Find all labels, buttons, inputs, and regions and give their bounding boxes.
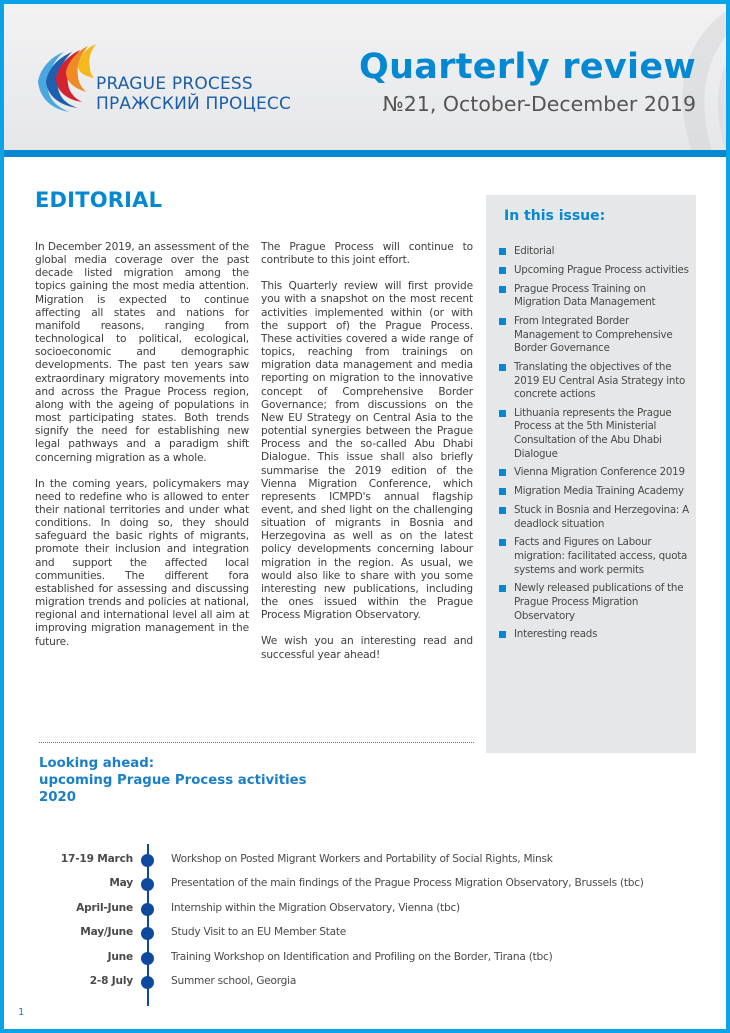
timeline-event xyxy=(4,949,726,969)
editorial-paragraph: In the coming years, policymakers may need to redefine who is allowed to enter their national territories and under what conditions. In doing so, they should safeguard the basic rights of migrants, promote their inclusion and integration and support the affected local communities. The different fora established for assessing and discussing migration trends and policies at national, regional and international level all aim at improving migration management in the future. xyxy=(35,477,249,648)
event-description: Summer school, Georgia xyxy=(171,975,297,987)
event-description: Internship within the Migration Observatory, Vienna (tbc) xyxy=(171,902,460,914)
square-bullet-icon xyxy=(499,469,506,476)
sidebar-title: In this issue: xyxy=(504,208,606,224)
logo-text-english: PRAGUE PROCESS xyxy=(96,74,253,94)
in-this-issue-sidebar xyxy=(486,195,696,753)
square-bullet-icon xyxy=(499,539,506,546)
timeline-dot-icon xyxy=(141,878,154,891)
timeline-event xyxy=(4,851,726,871)
editorial-paragraph: We wish you an interesting read and successful year ahead! xyxy=(261,635,473,661)
editorial-column-left xyxy=(35,241,249,662)
toc-item-data-management-training[interactable]: Prague Process Training on Migration Data Management xyxy=(499,283,691,310)
square-bullet-icon xyxy=(499,585,506,592)
editorial-column-right xyxy=(261,241,473,675)
square-bullet-icon xyxy=(499,410,506,417)
toc-item-editorial[interactable]: Editorial xyxy=(499,245,691,259)
logo-wordmark xyxy=(96,74,291,115)
timeline-event xyxy=(4,924,726,944)
event-date: May xyxy=(109,877,133,889)
event-description: Workshop on Posted Migrant Workers and Portability of Social Rights, Minsk xyxy=(171,853,553,865)
timeline-event xyxy=(4,900,726,920)
timeline-dot-icon xyxy=(141,952,154,965)
looking-ahead-heading: Looking ahead: upcoming Prague Process activities 2020 xyxy=(39,756,307,805)
toc-item-border-governance[interactable]: From Integrated Border Management to Comprehensive Border Governance xyxy=(499,315,691,356)
toc-item-vienna-conference[interactable]: Vienna Migration Conference 2019 xyxy=(499,466,691,480)
issue-subtitle: №21, October-December 2019 xyxy=(382,92,696,116)
toc-item-bosnia[interactable]: Stuck in Bosnia and Herzegovina: A deadlock situation xyxy=(499,504,691,531)
toc-item-publications[interactable]: Newly released publications of the Prague Process Migration Observatory xyxy=(499,582,691,623)
timeline-dot-icon xyxy=(141,903,154,916)
square-bullet-icon xyxy=(499,631,506,638)
square-bullet-icon xyxy=(499,507,506,514)
square-bullet-icon xyxy=(499,286,506,293)
timeline-dot-icon xyxy=(141,927,154,940)
event-date: 17-19 March xyxy=(60,853,133,865)
timeline-dot-icon xyxy=(141,976,154,989)
header-divider-bar xyxy=(4,150,726,157)
event-description: Training Workshop on Identification and Profiling on the Border, Tirana (tbc) xyxy=(171,951,553,963)
timeline-event xyxy=(4,973,726,993)
event-description: Study Visit to an EU Member State xyxy=(171,926,347,938)
square-bullet-icon xyxy=(499,364,506,371)
editorial-paragraph: The Prague Process will continue to contribute to this joint effort. xyxy=(261,241,473,267)
page-number: 1 xyxy=(18,1007,25,1018)
square-bullet-icon xyxy=(499,267,506,274)
event-date: May/June xyxy=(80,926,133,938)
editorial-paragraph: This Quarterly review will first provide you with a snapshot on the most recent activities implemented within (or with the support of) the Prague Process. These activities covered a wide range of topics, reaching from trainings on migration data management and media reporting on migration to the innovative concept of Comprehensive Border Governance; from discussions on the New EU Strategy on Central Asia to the potential synergies between the Prague Process and the so-called Abu Dhabi Dialogue. This issue shall also briefly summarise the 2019 edition of the Vienna Migration Conference, which represents ICMPD's annual flagship event, and shed light on the challenging situation of migrants in Bosnia and Herzegovina as well as on the latest policy developments concerning labour migration in the region. As usual, we would also like to share with you some interesting new publications, including the ones issued within the Prague Process Migration Observatory. xyxy=(261,280,473,622)
event-date: April-June xyxy=(76,902,133,914)
toc-item-media-training[interactable]: Migration Media Training Academy xyxy=(499,485,691,499)
table-of-contents xyxy=(499,245,691,647)
section-divider xyxy=(39,742,474,743)
square-bullet-icon xyxy=(499,248,506,255)
logo-text-russian: ПРАЖСКИЙ ПРОЦЕСС xyxy=(96,94,292,114)
event-date: June xyxy=(107,951,133,963)
toc-item-upcoming-activities[interactable]: Upcoming Prague Process activities xyxy=(499,264,691,278)
timeline-event xyxy=(4,875,726,895)
title-block xyxy=(359,44,696,118)
prague-process-logo-icon xyxy=(34,38,104,116)
toc-item-abu-dhabi-dialogue[interactable]: Lithuania represents the Prague Process at the 5th Ministerial Consultation of the Abu Dhabi Dialogue xyxy=(499,407,691,461)
editorial-paragraph: In December 2019, an assessment of the global media coverage over the past decade listed migration among the topics gaining the most media attention. Migration is expected to continue affecting all states and nations for manifold reasons, ranging from technological to political, ecological, socioeconomic and demographic developments. The past ten years saw extraordinary migratory movements into and across the Prague Process region, along with the ageing of populations in most participating states. Both trends signify the need for establishing new legal pathways and a paradigm shift concerning migration as a whole. xyxy=(35,241,249,464)
page-title: Quarterly review xyxy=(359,47,696,87)
square-bullet-icon xyxy=(499,488,506,495)
toc-item-central-asia-strategy[interactable]: Translating the objectives of the 2019 EU Central Asia Strategy into concrete actions xyxy=(499,361,691,402)
event-date: 2-8 July xyxy=(89,975,133,987)
editorial-heading: EDITORIAL xyxy=(35,188,163,212)
toc-item-labour-migration[interactable]: Facts and Figures on Labour migration: facilitated access, quota systems and work permits xyxy=(499,536,691,577)
event-description: Presentation of the main findings of the Prague Process Migration Observatory, Brussels (tbc) xyxy=(171,877,644,889)
page-header xyxy=(4,4,726,150)
timeline-dot-icon xyxy=(141,854,154,867)
toc-item-interesting-reads[interactable]: Interesting reads xyxy=(499,628,691,642)
square-bullet-icon xyxy=(499,318,506,325)
